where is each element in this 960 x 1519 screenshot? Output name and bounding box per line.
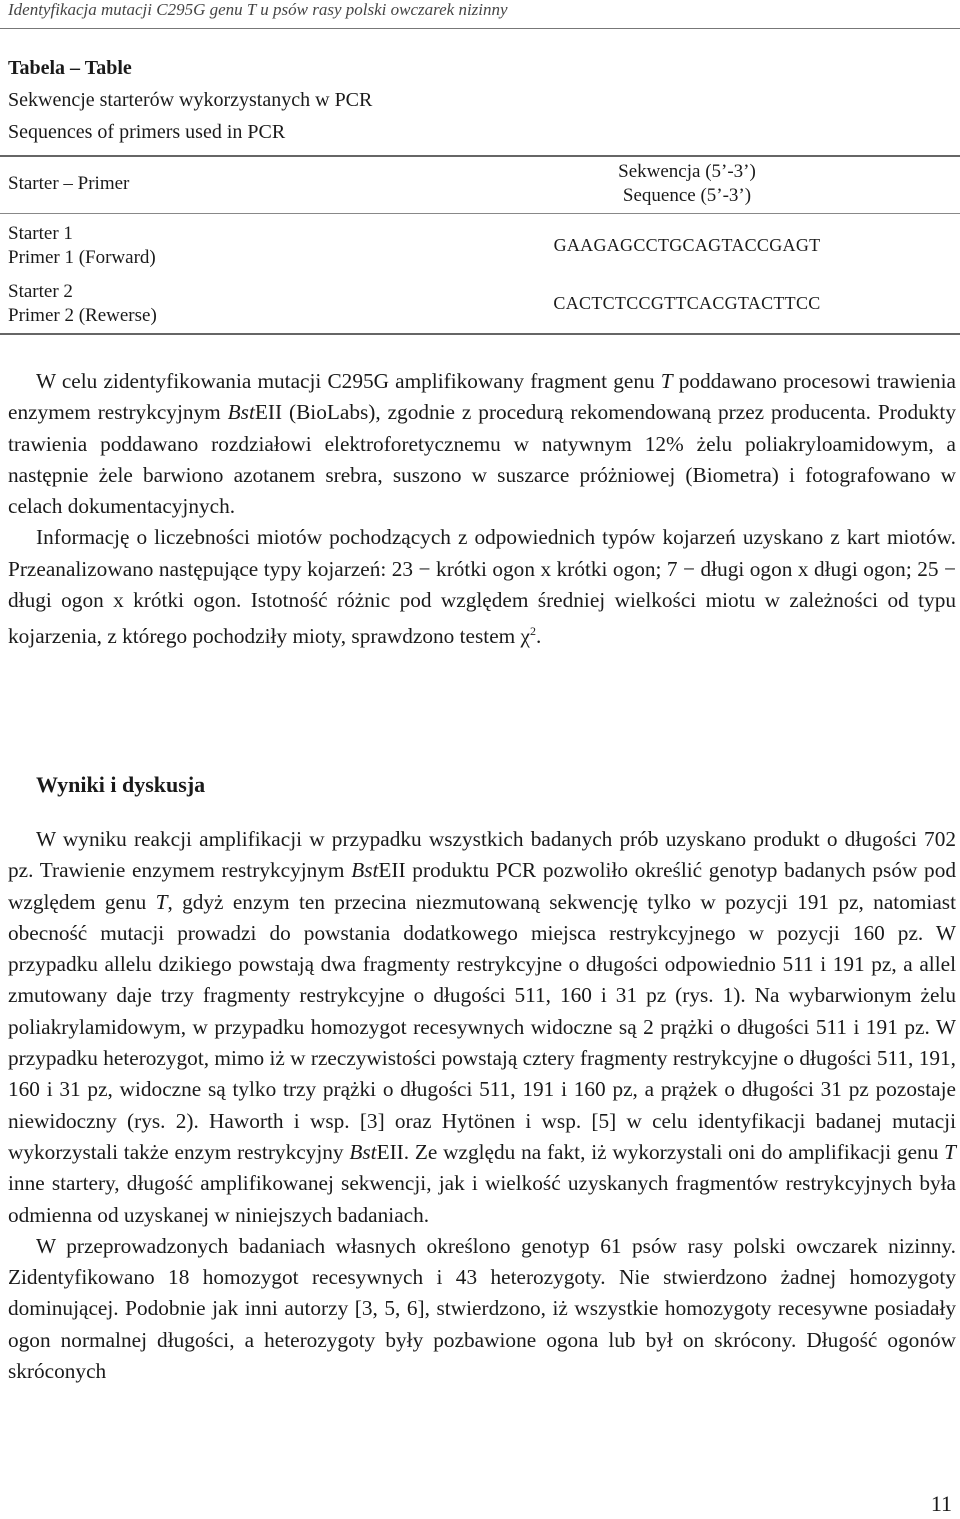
- table-col-header-sequence-pl: Sekwencja (5’-3’): [618, 161, 756, 182]
- methods-text: [8, 366, 956, 653]
- methods-paragraph-2: Informację o liczebności miotów pochodzących z odpowiednich typów kojarzeń uzyskano z kart miotów. Przeanalizowano następujące typy kojarzeń: 23 − krótki ogon x krótki ogon; 7 − długi ogon x długi ogon; 25 − długi ogon x krótki ogon. Istotność różnic pod względem średniej wielkości miotu w zależności od typu kojarzenia, z którego pochodziły mioty, sprawdzono testem $\chi^2$.: [8, 525, 956, 649]
- table-top-rule: [0, 155, 960, 157]
- table-header-rule: [0, 213, 960, 214]
- table-col-header-primer: Starter – Primer: [8, 173, 130, 194]
- results-paragraph-2: W przeprowadzonych badaniach własnych określono genotyp 61 psów rasy polski owczarek nizinny. Zidentyfikowano 18 homozygot recesywnych i 43 heterozygoty. Nie stwierdzono żadnej homozygoty dominującej. Podobnie jak inni autorzy [3, 5, 6], stwierdzono, iż wszystkie homozygoty recesywne posiadały ogon normalnej długości, a heterozygoty były pozbawione ogona lub był on skrócony. Długość ogonów skróconych: [8, 1233, 956, 1384]
- table-cell-sequence-2: CACTCTCCGTTCACGTACTTCC: [553, 293, 821, 313]
- table-cell-sequence-1: GAAGAGCCTGCAGTACCGAGT: [553, 235, 821, 255]
- results-text: [8, 824, 956, 1387]
- results-paragraph-1: W wyniku reakcji amplifikacji w przypadku wszystkich badanych prób uzyskano produkt o długości 702 pz. Trawienie enzymem restrykcyjnym BstEII produktu PCR pozwoliło określić genotyp badanych psów pod względem genu T, gdyż enzym ten przecina niezmutowaną sekwencję tylko w pozycji 191 pz, natomiast obecność mutacji prowadzi do powstania dodatkowego miejsca restrykcyjnego w pozycji 160 pz. W przypadku allelu dzikiego powstają dwa fragmenty restrykcyjne o długości odpowiednio 511 i 191 pz, a allel zmutowany daje trzy fragmenty restrykcyjne o długości 511, 160 i 31 pz (rys. 1). Na wybarwionym żelu poliakrylamidowym, w przypadku homozygot recesywnych widoczne są 2 prążki o długości 511 i 191 pz. W przypadku heterozygot, mimo iż w rzeczywistości powstają cztery fragmenty restrykcyjne o długości 511, 191, 160 i 31 pz, widoczne są tylko trzy prążki o długości 511, 191 i 160 pz, a prążek o długości 31 pz pozostaje niewidoczny (rys. 2). Haworth i wsp. [3] oraz Hytönen i wsp. [5] w celu identyfikacji badanej mutacji wykorzystali także enzym restrykcyjny BstEII. Ze względu na fakt, iż wykorzystali oni do amplifikacji genu T inne startery, długość amplifikowanej sekwencji, jak i wielkość uzyskanych fragmentów restrykcyjnych była odmienna od uzyskanej w niniejszych badaniach.: [8, 827, 957, 1227]
- page-number: 11: [930, 1491, 952, 1516]
- header-rule: [0, 28, 960, 29]
- table-caption-pl: Sekwencje starterów wykorzystanych w PCR: [8, 89, 373, 111]
- table-cell-primer-name-pl: Starter 1: [8, 223, 73, 244]
- running-header: Identyfikacja mutacji C295G genu T u psów rasy polski owczarek nizinny: [8, 0, 508, 19]
- table-col-header-sequence: [532, 160, 842, 208]
- table-bottom-rule: [0, 333, 960, 335]
- table-caption-en: Sequences of primers used in PCR: [8, 121, 286, 143]
- table-cell-primer-name-en: Primer 2 (Rewerse): [8, 305, 157, 326]
- methods-paragraph-1: W celu zidentyfikowania mutacji C295G amplifikowany fragment genu T poddawano procesowi trawienia enzymem restrykcyjnym BstEII (BioLabs), zgodnie z procedurą rekomendowaną przez producenta. Produkty trawienia poddawano rozdziałowi elektroforetycznemu w natywnym 12% żelu poliakryloamidowym, a następnie żele barwiono azotanem srebra, suszono w suszarce próżniowej (Biometra) i fotografowano w celach dokumentacyjnych.: [8, 369, 956, 519]
- table-cell-primer-name-en: Primer 1 (Forward): [8, 247, 156, 268]
- section-heading-results: Wyniki i dyskusja: [36, 772, 206, 797]
- table-label: Tabela – Table: [8, 57, 132, 79]
- table-caption: [8, 52, 372, 148]
- table-col-header-sequence-en: Sequence (5’-3’): [622, 185, 752, 206]
- table-cell-primer-name-pl: Starter 2: [8, 281, 73, 302]
- table-row-primer-1: [8, 222, 156, 270]
- table-row-primer-2: [8, 280, 157, 328]
